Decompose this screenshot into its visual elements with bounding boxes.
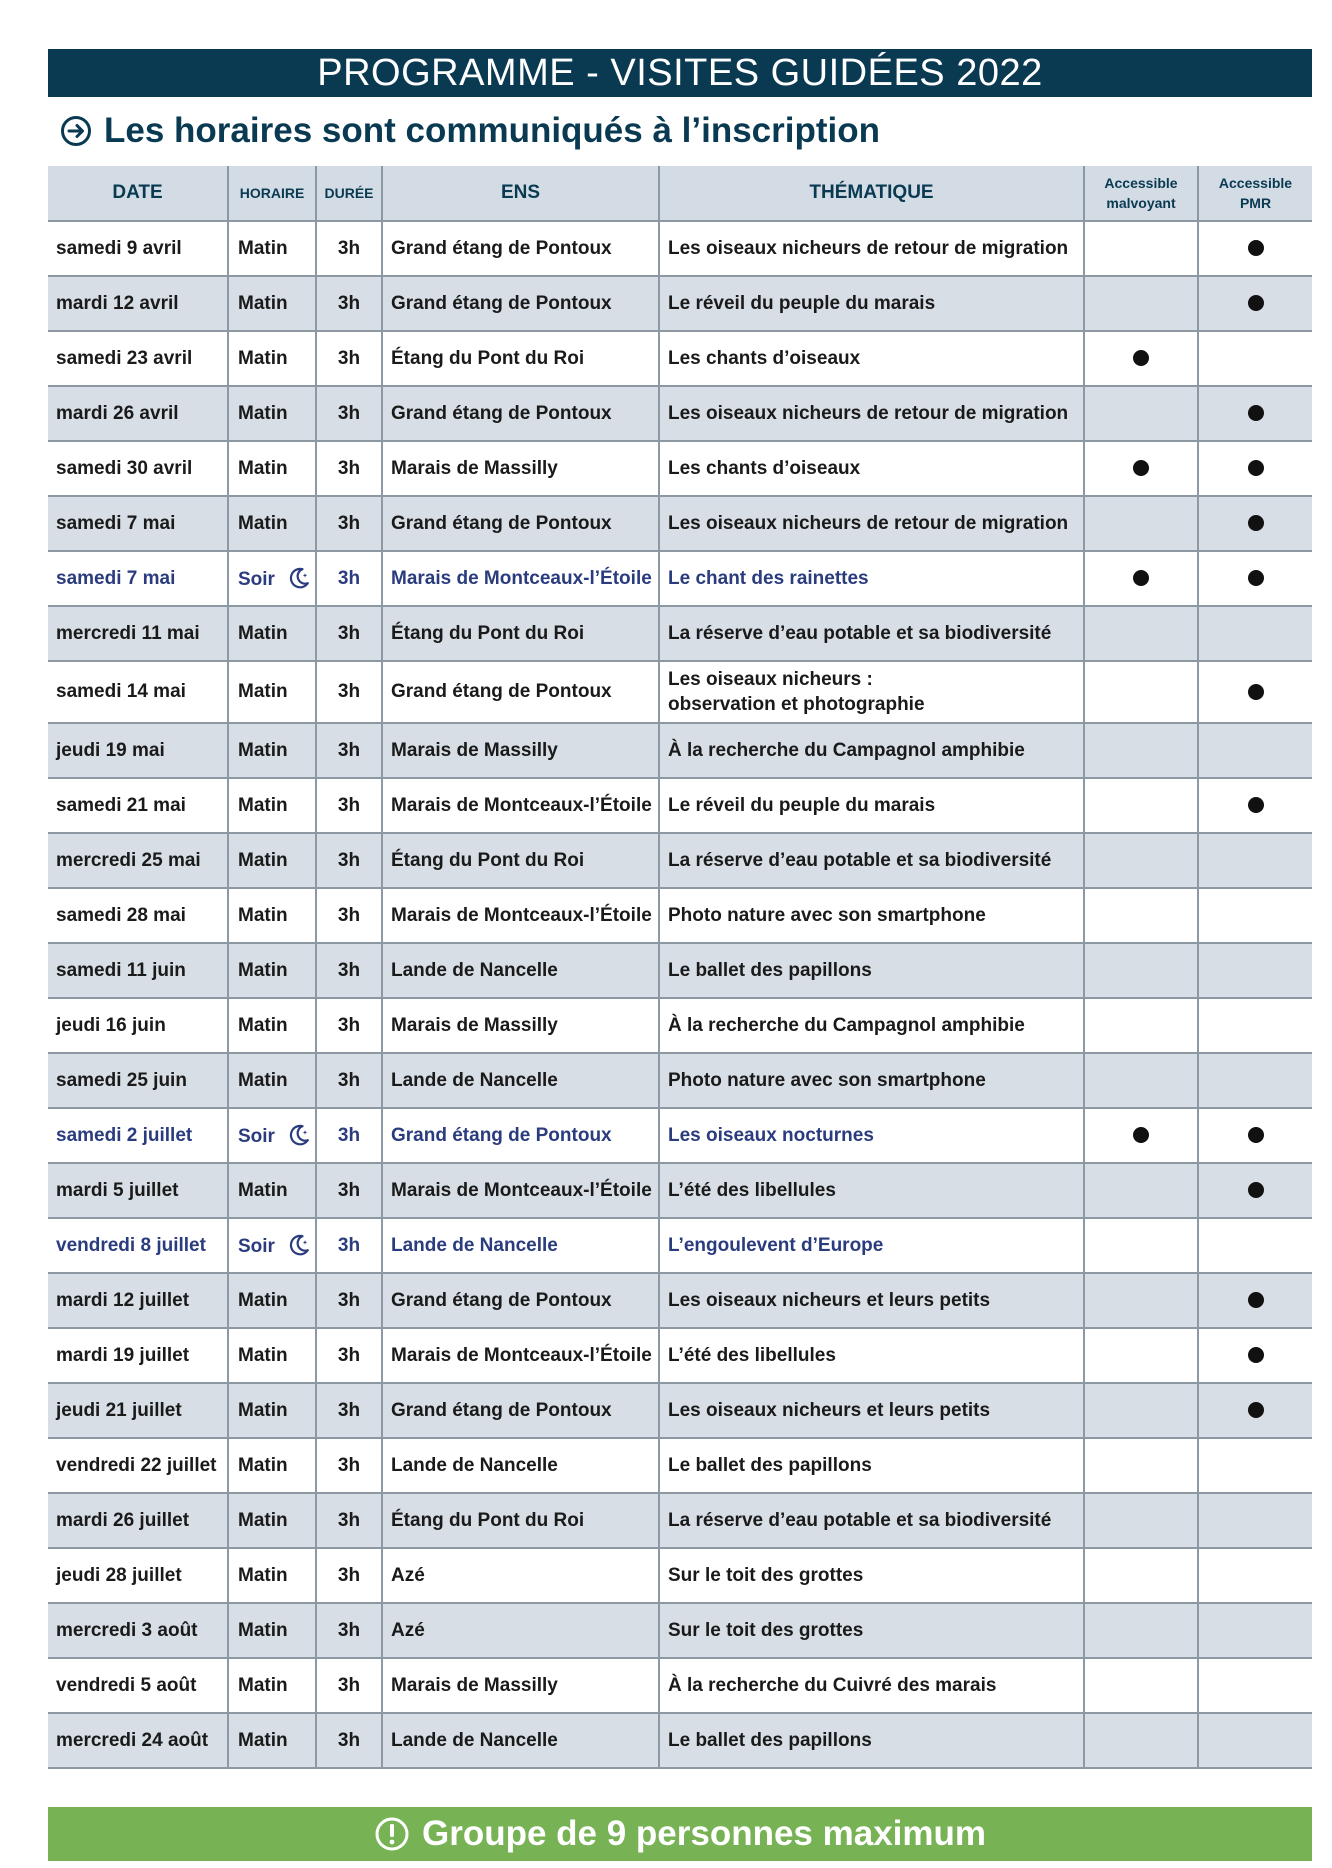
footer-text: Groupe de 9 personnes maximum: [421, 1814, 987, 1853]
cell-duree: 3h: [316, 1493, 382, 1548]
table-row: [48, 778, 1312, 833]
cell-duree: 3h: [316, 331, 382, 386]
cell-date: samedi 2 juillet: [48, 1108, 228, 1163]
moon-icon: [287, 566, 311, 590]
cell-horaire-text: Matin: [238, 1729, 288, 1751]
cell-thematique: [659, 661, 1084, 723]
cell-horaire: [228, 943, 316, 998]
cell-horaire-text: Matin: [238, 1289, 288, 1311]
table-row: [48, 221, 1312, 276]
cell-duree: 3h: [316, 1053, 382, 1108]
cell-horaire: [228, 833, 316, 888]
table-row: [48, 1658, 1312, 1713]
cell-malvoyant: [1084, 276, 1198, 331]
cell-horaire-text: Matin: [238, 1619, 288, 1641]
accessible-dot-icon: [1248, 1292, 1264, 1308]
column-header-date: DATE: [48, 166, 228, 221]
cell-thematique: Les oiseaux nicheurs de retour de migration: [659, 221, 1084, 276]
cell-horaire-text: Matin: [238, 622, 288, 644]
cell-pmr: [1198, 441, 1312, 496]
cell-date: vendredi 22 juillet: [48, 1438, 228, 1493]
cell-horaire: [228, 661, 316, 723]
cell-horaire: [228, 1548, 316, 1603]
table-row: [48, 998, 1312, 1053]
cell-horaire-text: Matin: [238, 512, 288, 534]
cell-date: mercredi 24 août: [48, 1713, 228, 1768]
table-row: [48, 1218, 1312, 1273]
cell-thematique: Les oiseaux nicheurs de retour de migration: [659, 496, 1084, 551]
cell-duree: 3h: [316, 441, 382, 496]
cell-malvoyant: [1084, 943, 1198, 998]
cell-ens: Marais de Massilly: [382, 998, 659, 1053]
cell-duree: 3h: [316, 833, 382, 888]
cell-duree: 3h: [316, 1163, 382, 1218]
cell-thematique: À la recherche du Campagnol amphibie: [659, 998, 1084, 1053]
accessible-dot-icon: [1248, 684, 1264, 700]
cell-date: samedi 23 avril: [48, 331, 228, 386]
cell-malvoyant: [1084, 1108, 1198, 1163]
moon-icon: [287, 1123, 311, 1147]
table-row: [48, 276, 1312, 331]
cell-horaire: [228, 1218, 316, 1273]
cell-duree: 3h: [316, 943, 382, 998]
accessible-dot-icon: [1133, 350, 1149, 366]
cell-thematique-line2: observation et photographie: [668, 694, 925, 715]
table-row: [48, 1438, 1312, 1493]
cell-malvoyant: [1084, 1273, 1198, 1328]
column-header-malvoyant-line2: malvoyant: [1106, 195, 1176, 211]
cell-thematique: Les chants d’oiseaux: [659, 441, 1084, 496]
cell-malvoyant: [1084, 331, 1198, 386]
cell-ens: Lande de Nancelle: [382, 1713, 659, 1768]
column-header-duree: DURÉE: [316, 166, 382, 221]
cell-pmr: [1198, 833, 1312, 888]
cell-date: mardi 5 juillet: [48, 1163, 228, 1218]
cell-thematique: Le réveil du peuple du marais: [659, 276, 1084, 331]
cell-pmr: [1198, 1163, 1312, 1218]
footer-bar: [48, 1807, 1312, 1861]
table-row: [48, 606, 1312, 661]
cell-date: jeudi 19 mai: [48, 723, 228, 778]
cell-date: jeudi 16 juin: [48, 998, 228, 1053]
cell-thematique: L’été des libellules: [659, 1163, 1084, 1218]
cell-duree: 3h: [316, 606, 382, 661]
cell-ens: Grand étang de Pontoux: [382, 496, 659, 551]
cell-horaire: [228, 1713, 316, 1768]
cell-malvoyant: [1084, 833, 1198, 888]
cell-horaire-text: Matin: [238, 1179, 288, 1201]
exclamation-circle-icon: [374, 1816, 410, 1852]
cell-horaire: [228, 778, 316, 833]
cell-date: vendredi 5 août: [48, 1658, 228, 1713]
cell-thematique: L’engoulevent d’Europe: [659, 1218, 1084, 1273]
cell-pmr: [1198, 1548, 1312, 1603]
cell-ens: Grand étang de Pontoux: [382, 1273, 659, 1328]
cell-date: jeudi 28 juillet: [48, 1548, 228, 1603]
cell-horaire: [228, 998, 316, 1053]
cell-malvoyant: [1084, 888, 1198, 943]
cell-horaire: [228, 1053, 316, 1108]
cell-date: mercredi 11 mai: [48, 606, 228, 661]
cell-pmr: [1198, 496, 1312, 551]
page-title: PROGRAMME - VISITES GUIDÉES 2022: [317, 51, 1043, 94]
accessible-dot-icon: [1133, 1127, 1149, 1143]
cell-horaire: [228, 1108, 316, 1163]
cell-duree: 3h: [316, 1548, 382, 1603]
cell-pmr: [1198, 1658, 1312, 1713]
cell-thematique: La réserve d’eau potable et sa biodiversité: [659, 606, 1084, 661]
cell-malvoyant: [1084, 1163, 1198, 1218]
cell-horaire: [228, 331, 316, 386]
cell-duree: 3h: [316, 386, 382, 441]
cell-thematique: Photo nature avec son smartphone: [659, 1053, 1084, 1108]
cell-horaire: [228, 386, 316, 441]
cell-ens: Étang du Pont du Roi: [382, 1493, 659, 1548]
cell-duree: 3h: [316, 496, 382, 551]
cell-ens: Marais de Massilly: [382, 1658, 659, 1713]
subtitle-text: Les horaires sont communiqués à l’inscription: [104, 111, 880, 150]
cell-ens: Marais de Massilly: [382, 441, 659, 496]
cell-horaire-text: Matin: [238, 237, 288, 259]
cell-pmr: [1198, 1438, 1312, 1493]
cell-duree: 3h: [316, 1218, 382, 1273]
column-header-malvoyant-line1: Accessible: [1104, 175, 1178, 191]
cell-malvoyant: [1084, 496, 1198, 551]
cell-horaire: [228, 1658, 316, 1713]
cell-pmr: [1198, 1383, 1312, 1438]
subtitle: [60, 106, 880, 156]
table-row: [48, 386, 1312, 441]
cell-malvoyant: [1084, 1713, 1198, 1768]
accessible-dot-icon: [1248, 570, 1264, 586]
cell-date: mercredi 3 août: [48, 1603, 228, 1658]
cell-horaire: [228, 606, 316, 661]
table-row: [48, 661, 1312, 723]
cell-pmr: [1198, 1108, 1312, 1163]
accessible-dot-icon: [1248, 1402, 1264, 1418]
cell-pmr: [1198, 1273, 1312, 1328]
cell-thematique: Les oiseaux nicheurs et leurs petits: [659, 1273, 1084, 1328]
cell-date: samedi 11 juin: [48, 943, 228, 998]
cell-duree: 3h: [316, 1658, 382, 1713]
cell-horaire-text: Soir: [238, 1126, 275, 1147]
cell-malvoyant: [1084, 661, 1198, 723]
cell-date: mardi 19 juillet: [48, 1328, 228, 1383]
cell-malvoyant: [1084, 1548, 1198, 1603]
cell-horaire-text: Matin: [238, 457, 288, 479]
table-row: [48, 1053, 1312, 1108]
cell-pmr: [1198, 331, 1312, 386]
table-row: [48, 441, 1312, 496]
cell-pmr: [1198, 1603, 1312, 1658]
cell-date: jeudi 21 juillet: [48, 1383, 228, 1438]
table-row: [48, 1273, 1312, 1328]
cell-ens: Marais de Montceaux-l’Étoile: [382, 1163, 659, 1218]
accessible-dot-icon: [1248, 240, 1264, 256]
table-row: [48, 1163, 1312, 1218]
cell-date: samedi 28 mai: [48, 888, 228, 943]
cell-malvoyant: [1084, 1603, 1198, 1658]
cell-thematique: Les oiseaux nicheurs et leurs petits: [659, 1383, 1084, 1438]
table-row: [48, 888, 1312, 943]
cell-malvoyant: [1084, 1053, 1198, 1108]
cell-pmr: [1198, 221, 1312, 276]
cell-thematique-line1: Les oiseaux nicheurs :: [668, 669, 873, 690]
table-row: [48, 723, 1312, 778]
cell-ens: Grand étang de Pontoux: [382, 221, 659, 276]
cell-malvoyant: [1084, 386, 1198, 441]
table-row: [48, 496, 1312, 551]
cell-horaire: [228, 723, 316, 778]
cell-malvoyant: [1084, 1218, 1198, 1273]
cell-ens: Étang du Pont du Roi: [382, 833, 659, 888]
accessible-dot-icon: [1248, 295, 1264, 311]
cell-thematique: Photo nature avec son smartphone: [659, 888, 1084, 943]
cell-horaire-text: Matin: [238, 1564, 288, 1586]
cell-horaire-text: Matin: [238, 739, 288, 761]
cell-horaire: [228, 441, 316, 496]
cell-horaire-text: Matin: [238, 347, 288, 369]
cell-ens: Grand étang de Pontoux: [382, 1108, 659, 1163]
cell-horaire-text: Matin: [238, 1399, 288, 1421]
cell-date: vendredi 8 juillet: [48, 1218, 228, 1273]
cell-ens: Lande de Nancelle: [382, 1218, 659, 1273]
cell-thematique: L’été des libellules: [659, 1328, 1084, 1383]
column-header-ens: ENS: [382, 166, 659, 221]
accessible-dot-icon: [1248, 1182, 1264, 1198]
cell-thematique: La réserve d’eau potable et sa biodiversité: [659, 1493, 1084, 1548]
cell-horaire: [228, 1273, 316, 1328]
cell-thematique: Les chants d’oiseaux: [659, 331, 1084, 386]
cell-thematique: À la recherche du Cuivré des marais: [659, 1658, 1084, 1713]
table-row: [48, 1328, 1312, 1383]
cell-horaire: [228, 1603, 316, 1658]
cell-horaire: [228, 1383, 316, 1438]
cell-duree: 3h: [316, 723, 382, 778]
accessible-dot-icon: [1248, 1127, 1264, 1143]
cell-date: samedi 7 mai: [48, 496, 228, 551]
cell-duree: 3h: [316, 778, 382, 833]
arrow-circle-icon: [60, 115, 92, 147]
cell-malvoyant: [1084, 1328, 1198, 1383]
cell-horaire-text: Matin: [238, 904, 288, 926]
cell-date: samedi 7 mai: [48, 551, 228, 606]
table-row: [48, 1493, 1312, 1548]
accessible-dot-icon: [1133, 570, 1149, 586]
cell-malvoyant: [1084, 606, 1198, 661]
cell-pmr: [1198, 943, 1312, 998]
cell-ens: Grand étang de Pontoux: [382, 1383, 659, 1438]
cell-malvoyant: [1084, 551, 1198, 606]
cell-thematique: À la recherche du Campagnol amphibie: [659, 723, 1084, 778]
cell-duree: 3h: [316, 1713, 382, 1768]
cell-horaire-text: Matin: [238, 292, 288, 314]
cell-horaire: [228, 221, 316, 276]
cell-pmr: [1198, 1218, 1312, 1273]
cell-horaire-text: Matin: [238, 849, 288, 871]
cell-duree: 3h: [316, 221, 382, 276]
cell-date: samedi 21 mai: [48, 778, 228, 833]
table-row: [48, 833, 1312, 888]
cell-horaire: [228, 1493, 316, 1548]
cell-thematique: Les oiseaux nocturnes: [659, 1108, 1084, 1163]
cell-date: mercredi 25 mai: [48, 833, 228, 888]
accessible-dot-icon: [1248, 797, 1264, 813]
cell-horaire: [228, 888, 316, 943]
cell-pmr: [1198, 1328, 1312, 1383]
column-header-pmr-line1: Accessible: [1218, 175, 1293, 191]
cell-thematique: La réserve d’eau potable et sa biodiversité: [659, 833, 1084, 888]
cell-ens: Marais de Montceaux-l’Étoile: [382, 888, 659, 943]
cell-horaire: [228, 551, 316, 606]
cell-malvoyant: [1084, 723, 1198, 778]
table-row: [48, 943, 1312, 998]
cell-horaire: [228, 276, 316, 331]
cell-ens: Étang du Pont du Roi: [382, 331, 659, 386]
cell-pmr: [1198, 276, 1312, 331]
cell-pmr: [1198, 661, 1312, 723]
cell-pmr: [1198, 723, 1312, 778]
cell-pmr: [1198, 778, 1312, 833]
cell-horaire: [228, 1438, 316, 1493]
table-header-row: [48, 166, 1312, 221]
cell-ens: Marais de Montceaux-l’Étoile: [382, 1328, 659, 1383]
accessible-dot-icon: [1133, 460, 1149, 476]
cell-pmr: [1198, 1053, 1312, 1108]
cell-pmr: [1198, 998, 1312, 1053]
cell-duree: 3h: [316, 551, 382, 606]
cell-horaire: [228, 1163, 316, 1218]
cell-thematique: Sur le toit des grottes: [659, 1548, 1084, 1603]
cell-horaire-text: Matin: [238, 1069, 288, 1091]
cell-horaire: [228, 1328, 316, 1383]
table-row: [48, 1383, 1312, 1438]
cell-thematique: Sur le toit des grottes: [659, 1603, 1084, 1658]
cell-ens: Grand étang de Pontoux: [382, 661, 659, 723]
accessible-dot-icon: [1248, 1347, 1264, 1363]
cell-duree: 3h: [316, 888, 382, 943]
cell-thematique: Le ballet des papillons: [659, 1438, 1084, 1493]
cell-date: mardi 26 avril: [48, 386, 228, 441]
cell-thematique: Les oiseaux nicheurs de retour de migration: [659, 386, 1084, 441]
cell-horaire-text: Matin: [238, 681, 288, 702]
accessible-dot-icon: [1248, 460, 1264, 476]
cell-date: samedi 30 avril: [48, 441, 228, 496]
cell-date: mardi 12 juillet: [48, 1273, 228, 1328]
cell-horaire-text: Matin: [238, 1344, 288, 1366]
cell-ens: Grand étang de Pontoux: [382, 386, 659, 441]
cell-ens: Azé: [382, 1603, 659, 1658]
cell-duree: 3h: [316, 661, 382, 723]
column-header-thematique: THÉMATIQUE: [659, 166, 1084, 221]
cell-duree: 3h: [316, 1603, 382, 1658]
cell-horaire-text: Matin: [238, 794, 288, 816]
cell-thematique: Le ballet des papillons: [659, 943, 1084, 998]
cell-horaire-text: Soir: [238, 1236, 275, 1257]
cell-date: samedi 14 mai: [48, 661, 228, 723]
cell-malvoyant: [1084, 221, 1198, 276]
cell-duree: 3h: [316, 276, 382, 331]
cell-ens: Marais de Massilly: [382, 723, 659, 778]
cell-thematique: Le réveil du peuple du marais: [659, 778, 1084, 833]
cell-ens: Marais de Montceaux-l’Étoile: [382, 778, 659, 833]
moon-icon: [287, 1233, 311, 1257]
cell-date: samedi 9 avril: [48, 221, 228, 276]
cell-date: samedi 25 juin: [48, 1053, 228, 1108]
cell-horaire-text: Soir: [238, 569, 275, 590]
column-header-malvoyant: [1084, 166, 1198, 221]
cell-duree: 3h: [316, 1328, 382, 1383]
cell-ens: Azé: [382, 1548, 659, 1603]
table-row: [48, 1108, 1312, 1163]
cell-duree: 3h: [316, 998, 382, 1053]
cell-thematique: Le ballet des papillons: [659, 1713, 1084, 1768]
cell-pmr: [1198, 606, 1312, 661]
cell-horaire-text: Matin: [238, 1454, 288, 1476]
cell-horaire-text: Matin: [238, 1509, 288, 1531]
cell-ens: Grand étang de Pontoux: [382, 276, 659, 331]
table-row: [48, 1548, 1312, 1603]
cell-malvoyant: [1084, 441, 1198, 496]
cell-malvoyant: [1084, 1658, 1198, 1713]
cell-pmr: [1198, 551, 1312, 606]
column-header-horaire: HORAIRE: [228, 166, 316, 221]
cell-malvoyant: [1084, 778, 1198, 833]
cell-duree: 3h: [316, 1383, 382, 1438]
cell-ens: Lande de Nancelle: [382, 943, 659, 998]
cell-malvoyant: [1084, 998, 1198, 1053]
cell-pmr: [1198, 888, 1312, 943]
cell-pmr: [1198, 1713, 1312, 1768]
cell-pmr: [1198, 386, 1312, 441]
cell-horaire-text: Matin: [238, 402, 288, 424]
cell-malvoyant: [1084, 1383, 1198, 1438]
cell-malvoyant: [1084, 1493, 1198, 1548]
cell-duree: 3h: [316, 1273, 382, 1328]
cell-date: mardi 12 avril: [48, 276, 228, 331]
accessible-dot-icon: [1248, 405, 1264, 421]
table-row: [48, 331, 1312, 386]
page-title-bar: [48, 49, 1312, 97]
cell-duree: 3h: [316, 1108, 382, 1163]
cell-ens: Lande de Nancelle: [382, 1438, 659, 1493]
cell-thematique: Le chant des rainettes: [659, 551, 1084, 606]
table-row: [48, 1603, 1312, 1658]
cell-horaire: [228, 496, 316, 551]
cell-malvoyant: [1084, 1438, 1198, 1493]
cell-ens: Lande de Nancelle: [382, 1053, 659, 1108]
cell-horaire-text: Matin: [238, 1014, 288, 1036]
cell-pmr: [1198, 1493, 1312, 1548]
cell-ens: Marais de Montceaux-l’Étoile: [382, 551, 659, 606]
cell-date: mardi 26 juillet: [48, 1493, 228, 1548]
table-row: [48, 551, 1312, 606]
cell-horaire-text: Matin: [238, 959, 288, 981]
cell-ens: Étang du Pont du Roi: [382, 606, 659, 661]
column-header-pmr: [1198, 166, 1312, 221]
accessible-dot-icon: [1248, 515, 1264, 531]
program-table: [48, 166, 1312, 1769]
cell-duree: 3h: [316, 1438, 382, 1493]
cell-horaire-text: Matin: [238, 1674, 288, 1696]
table-row: [48, 1713, 1312, 1768]
column-header-pmr-line2: PMR: [1239, 195, 1272, 211]
